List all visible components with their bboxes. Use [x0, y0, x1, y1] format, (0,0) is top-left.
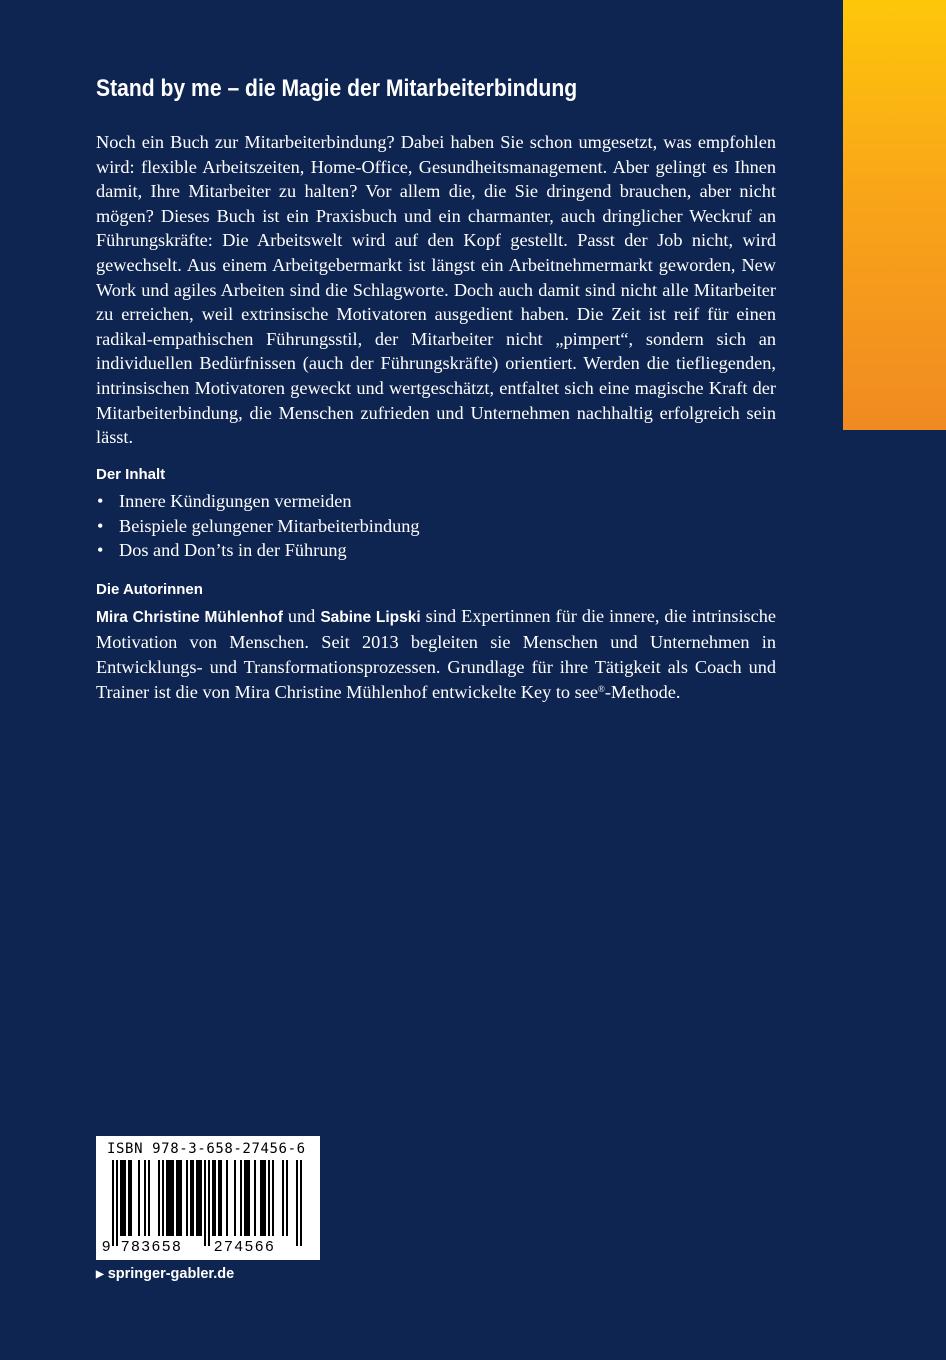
isbn-barcode [96, 1136, 320, 1260]
barcode-bar [208, 1160, 210, 1246]
list-item-label: Dos and Don’ts in der Führung [119, 540, 347, 561]
list-item [96, 489, 420, 514]
barcode-bar [254, 1160, 256, 1236]
barcode-bar [192, 1160, 194, 1236]
barcode-bar [296, 1160, 298, 1246]
bullet-icon: • [97, 491, 104, 511]
bullet-icon: • [97, 540, 104, 561]
barcode-bar [170, 1160, 172, 1236]
authors-bio-end: -Methode. [604, 682, 681, 702]
barcode-bar [196, 1160, 198, 1236]
accent-bar [843, 0, 946, 430]
barcode-bar [124, 1160, 126, 1236]
barcode-bar [176, 1160, 178, 1236]
barcode-bar [260, 1160, 262, 1236]
contents-list [96, 489, 420, 563]
barcode-bar [240, 1160, 242, 1236]
barcode-digits-right: 274566 [214, 1238, 276, 1255]
barcode-bar [268, 1160, 270, 1236]
authors-conjunction: und [282, 606, 321, 626]
barcode-bar [116, 1160, 118, 1246]
intro-paragraph: Noch ein Buch zur Mitarbeiterbindung? Dabei haben Sie schon umgesetzt, was empfohlen wird: flexible Arbeitszeiten, Home-Office, Gesundheitsmanagement. Aber gelingt es Ihnen damit, Ihre Mitarbeiter zu halten? Vor allem die, die Sie dringend brauchen, aber nicht mögen? Dieses Buch ist ein Praxisbuch und ein charmanter, auch dringlicher Weckruf an Führungskräfte: Die Arbeitswelt wird auf den Kopf gestellt. Passt der Job nicht, wird gewechselt. Aus einem Arbeitgebermarkt ist längst ein Arbeitnehmermarkt geworden, New Work und agiles Arbeiten sind die Schlagworte. Doch auch damit sind nicht alle Mitarbeiter zu erreichen, weil extrinsische Motivatoren ausgedient haben. Die Zeit ist reif für einen radikal-empathischen Führungsstil, der Mitarbeiter nicht „pimpert“, sondern sich an individuellen Bedürfnissen (auch der Führungskräfte) orientiert. Werden die tiefliegenden, intrinsischen Motivatoren geweckt und wertgeschätzt, entfaltet sich eine magische Kraft der Mitarbeiterbindung, die Menschen zufrieden und Unternehmen nachhaltig erfolgreich sein lässt. [96, 132, 776, 448]
barcode-bar [198, 1160, 200, 1236]
barcode-bar [226, 1160, 228, 1236]
barcode-bar [220, 1160, 222, 1236]
barcode-bar [244, 1160, 246, 1236]
barcode-bar [200, 1160, 202, 1236]
barcode-bar [148, 1160, 150, 1236]
barcode-bar [112, 1160, 114, 1246]
barcode-bar [168, 1160, 170, 1236]
barcode-bar [300, 1160, 302, 1246]
barcode-bar [130, 1160, 132, 1236]
author-name-2: Sabine Lipski [320, 609, 421, 626]
authors-bio: sind Expertinnen für die innere, die intrinsische Motivation von Menschen. Seit 2013 begleiten sie Menschen und Unternehmen in Entwicklungs- und Transformationsprozessen. Grundlage für ihre Tätigkeit als Coach und Trainer ist die von Mira Christine Mühlenhof entwickelte Key to see [96, 606, 777, 702]
barcode-bar [162, 1160, 164, 1236]
barcode-bar [190, 1160, 192, 1236]
barcode-bar [138, 1160, 140, 1236]
barcode-bar [212, 1160, 214, 1236]
barcode-bar [272, 1160, 274, 1236]
list-item-label: Beispiele gelungener Mitarbeiterbindung [119, 515, 420, 536]
list-item [96, 514, 420, 539]
barcode-bar [286, 1160, 288, 1236]
barcode-bar [248, 1160, 250, 1236]
list-item-label: Innere Kündigungen vermeiden [119, 491, 352, 511]
barcode-bar [246, 1160, 248, 1236]
isbn-label: ISBN 978-3-658-27456-6 [107, 1141, 306, 1157]
barcode-digit-lead: 9 [102, 1238, 113, 1255]
authors-paragraph [96, 604, 776, 705]
barcode-bar [172, 1160, 174, 1236]
barcode-bar [282, 1160, 284, 1236]
publisher-link[interactable] [96, 1264, 234, 1285]
barcode-bar [234, 1160, 236, 1236]
barcode-bar [264, 1160, 266, 1236]
barcode-bar [120, 1160, 122, 1236]
barcode-bar [158, 1160, 160, 1236]
barcode-bar [166, 1160, 168, 1236]
barcode-bar [214, 1160, 216, 1236]
barcode-bar [218, 1160, 220, 1236]
registered-mark: ® [597, 684, 605, 694]
barcode-bar [178, 1160, 180, 1236]
publisher-url[interactable]: springer-gabler.de [107, 1266, 235, 1282]
barcode-bar [122, 1160, 124, 1236]
list-item [96, 538, 420, 563]
author-name-1: Mira Christine Mühlenhof [96, 609, 283, 626]
barcode-bar [186, 1160, 188, 1236]
arrow-right-icon: ▶ [96, 1269, 104, 1280]
barcode-bar [180, 1160, 182, 1236]
barcode-digits-left: 783658 [121, 1238, 183, 1255]
barcode-bar [144, 1160, 146, 1236]
authors-heading: Die Autorinnen [96, 581, 203, 598]
barcode-bar [262, 1160, 264, 1236]
barcode-bar [128, 1160, 130, 1236]
contents-heading: Der Inhalt [96, 466, 166, 483]
barcode-bar [204, 1160, 206, 1246]
book-title: Stand by me – die Magie der Mitarbeiterbindung [96, 75, 578, 102]
bullet-icon: • [97, 515, 104, 536]
